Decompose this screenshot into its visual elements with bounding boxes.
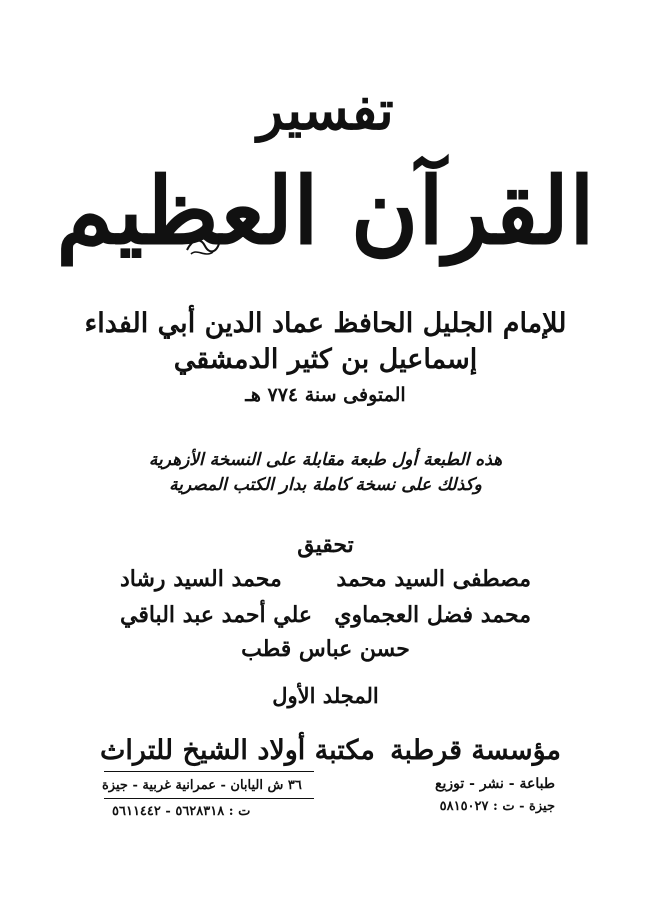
title-tafsir: تفسير: [257, 78, 394, 142]
volume-label: المجلد الأول: [272, 683, 379, 708]
publisher-right-name: مؤسسة قرطبة: [390, 735, 561, 766]
editor-name: حسن عباس قطب: [241, 636, 410, 662]
publisher-left-address: ٣٦ ش اليابان - عمرانية غربية - جيزة: [102, 778, 302, 793]
editor-name: محمد السيد رشاد: [120, 566, 282, 592]
publisher-left-phones: ت : ٥٦٢٨٣١٨ - ٥٦١١٤٤٢: [112, 804, 251, 819]
edition-note-line-1: هذه الطبعة أول طبعة مقابلة على النسخة الأزهرية: [148, 450, 503, 470]
editor-name: مصطفى السيد محمد: [336, 566, 531, 592]
calligraphic-flourish-icon: [183, 230, 223, 260]
publisher-right-phone: جيزة - ت : ٥٨١٥٠٢٧: [439, 799, 555, 814]
editor-name: محمد فضل العجماوي: [334, 602, 531, 628]
editor-name: علي أحمد عبد الباقي: [120, 602, 313, 628]
divider: [104, 798, 314, 799]
author-line-2: إسماعيل بن كثير الدمشقي: [173, 344, 478, 375]
editors-heading: تحقيق: [297, 532, 354, 558]
publisher-left-name: مكتبة أولاد الشيخ للتراث: [100, 735, 375, 766]
divider: [104, 771, 314, 772]
edition-note-line-2: وكذلك على نسخة كاملة بدار الكتب المصرية: [169, 475, 482, 495]
publisher-right-tagline: طباعة - نشر - توزيع: [435, 776, 555, 792]
author-line-1: للإمام الجليل الحافظ عماد الدين أبي الفداء: [84, 308, 567, 339]
title-quran-al-azim: القرآن العظيم: [56, 157, 595, 265]
author-death-year: المتوفى سنة ٧٧٤ هـ: [245, 384, 406, 406]
